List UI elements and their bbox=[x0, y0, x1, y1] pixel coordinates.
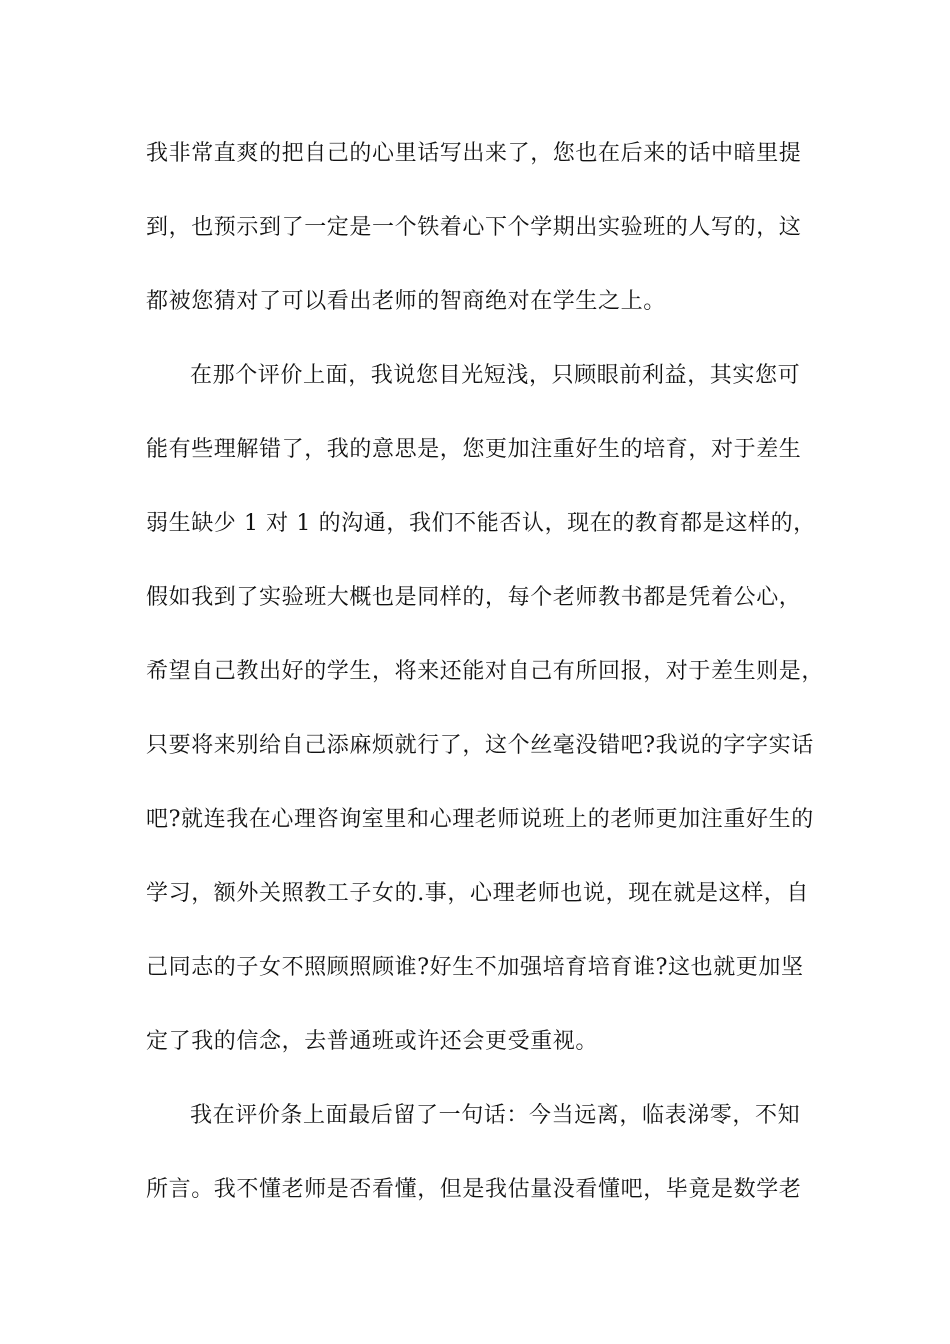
text-line: 学习，额外关照教工子女的.事，心理老师也说，现在就是这样，自 bbox=[146, 881, 809, 906]
text-line: 希望自己教出好的学生，将来还能对自己有所回报，对于差生则是， bbox=[146, 659, 825, 684]
text-line: 假如我到了实验班大概也是同样的，每个老师教书都是凭着公心， bbox=[146, 585, 802, 610]
body-text bbox=[146, 130, 846, 1240]
paragraph-first-line: 在那个评价上面，我说您目光短浅，只顾眼前利益，其实您可 bbox=[190, 363, 801, 388]
text-line: 弱生缺少 1 对 1 的沟通，我们不能否认，现在的教育都是这样的， bbox=[146, 511, 816, 536]
text-line: 己同志的子女不照顾照顾谁?好生不加强培育培育谁?这也就更加坚 bbox=[146, 955, 804, 980]
text-line: 定了我的信念，去普通班或许还会更受重视。 bbox=[146, 1029, 599, 1054]
text-line: 我非常直爽的把自己的心里话写出来了，您也在后来的话中暗里提 bbox=[146, 141, 802, 166]
paragraph-first-line: 我在评价条上面最后留了一句话：今当远离，临表涕零，不知 bbox=[190, 1103, 801, 1128]
text-line: 只要将来别给自己添麻烦就行了，这个丝毫没错吧?我说的字字实话 bbox=[146, 733, 814, 758]
text-line: 能有些理解错了，我的意思是，您更加注重好生的培育，对于差生 bbox=[146, 437, 802, 462]
text-line: 所言。我不懂老师是否看懂，但是我估量没看懂吧，毕竟是数学老 bbox=[146, 1177, 802, 1202]
text-line: 吧?就连我在心理咨询室里和心理老师说班上的老师更加注重好生的 bbox=[146, 807, 814, 832]
text-line: 到，也预示到了一定是一个铁着心下个学期出实验班的人写的，这 bbox=[146, 215, 802, 240]
text-line: 都被您猜对了可以看出老师的智商绝对在学生之上。 bbox=[146, 289, 666, 314]
